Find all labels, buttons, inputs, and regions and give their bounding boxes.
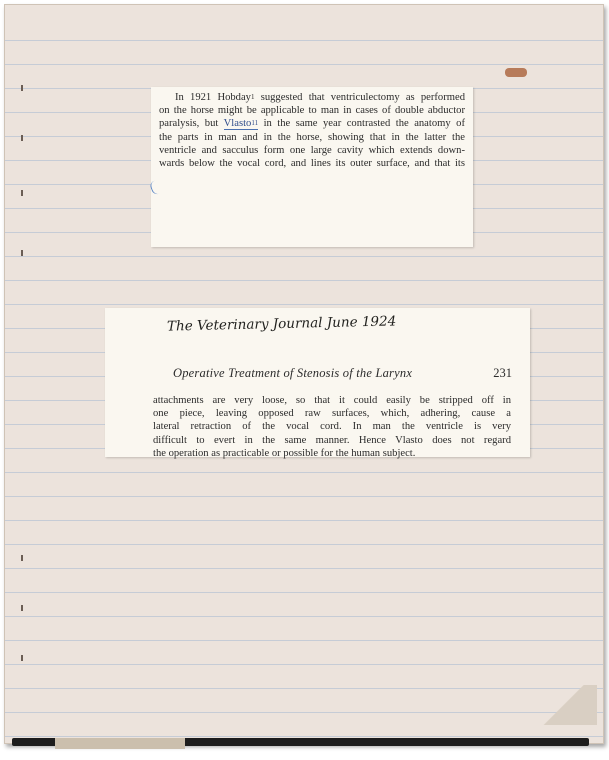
folded-corner bbox=[517, 685, 597, 725]
footnote-ref: 1 bbox=[250, 93, 255, 101]
binding-hole bbox=[21, 250, 23, 256]
text-line: on the horse might be applicable to man in cases of double abductor bbox=[159, 105, 465, 117]
notebook-page bbox=[4, 4, 604, 744]
text-line: ventricle and sacculus form one large cavity which extends down- bbox=[159, 144, 465, 156]
tape-strip bbox=[55, 738, 185, 749]
page-number: 231 bbox=[493, 366, 512, 380]
clipping-top-paragraph bbox=[159, 91, 465, 170]
text-line bbox=[159, 117, 465, 130]
text-line: one piece, leaving opposed raw surfaces, which, adhering, cause a bbox=[153, 408, 511, 420]
binding-hole bbox=[21, 605, 23, 611]
underlined-reference bbox=[224, 118, 258, 130]
binding-hole bbox=[21, 190, 23, 196]
text-segment: paralysis, but bbox=[159, 118, 219, 130]
binding-hole bbox=[21, 655, 23, 661]
text-line: the parts in man and in the horse, showing that in the latter the bbox=[159, 131, 465, 143]
text-line: the operation as practicable or possible for the human subject. bbox=[153, 447, 416, 459]
text-segment: In 1921 Hobday bbox=[175, 92, 251, 103]
clipping-bottom-paragraph bbox=[153, 394, 511, 460]
reference-name: Vlasto bbox=[223, 118, 252, 130]
clipping-top bbox=[151, 87, 473, 247]
binding-hole bbox=[21, 135, 23, 141]
text-line: attachments are very loose, so that it could easily be stripped off in bbox=[153, 395, 511, 406]
text-segment: suggested that ventriculectomy as performed bbox=[254, 92, 465, 103]
running-head: Operative Treatment of Stenosis of the Larynx bbox=[173, 366, 413, 380]
footnote-ref: 11 bbox=[251, 119, 259, 128]
clipping-bottom bbox=[105, 308, 530, 457]
text-segment: in the same year contrasted the anatomy of bbox=[258, 118, 465, 130]
binding-hole bbox=[21, 85, 23, 91]
text-line bbox=[159, 91, 465, 104]
text-line: difficult to evert in the same manner. Hence Vlasto does not regard bbox=[153, 434, 511, 446]
text-line: wards below the vocal cord, and lines its outer surface, and that its bbox=[159, 158, 465, 170]
handwritten-note: The Veterinary Journal June 1924 bbox=[166, 313, 397, 335]
rust-stain bbox=[505, 68, 527, 77]
binding-hole bbox=[21, 555, 23, 561]
text-line: lateral retraction of the vocal cord. In man the ventricle is very bbox=[153, 421, 511, 433]
